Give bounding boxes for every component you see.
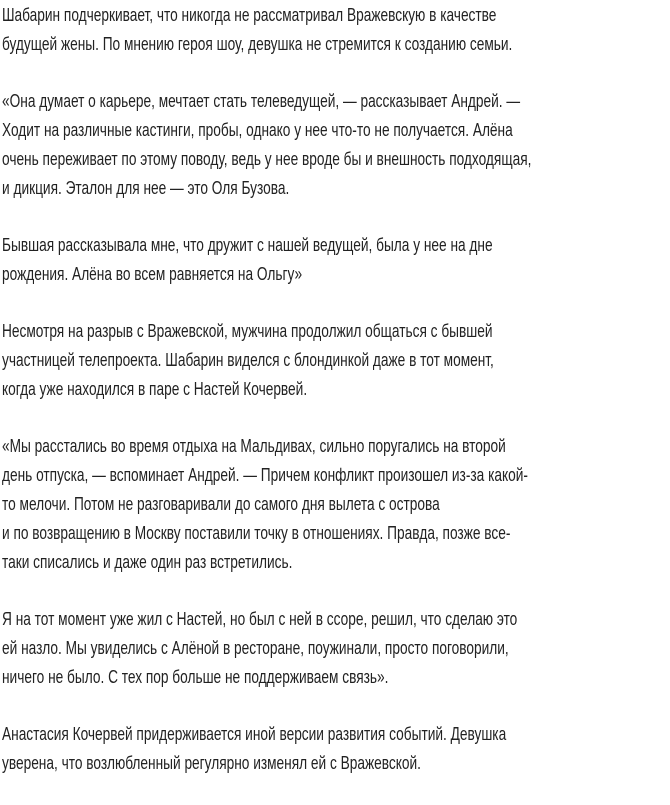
text-line: когда уже находился в паре с Настей Кочервей. (2, 378, 308, 399)
paragraph-5-quote (2, 431, 668, 576)
paragraph-7 (2, 719, 668, 777)
text-line: ей назло. Мы увиделись с Алёной в ресторане, поужинали, просто поговорили, (2, 637, 509, 658)
text-line: рождения. Алёна во всем равняется на Ольгу» (2, 263, 303, 284)
text-line: день отпуска, — вспоминает Андрей. — Причем конфликт произошел из-за какой- (2, 464, 528, 485)
text-line: «Она думает о карьере, мечтает стать телеведущей, — рассказывает Андрей. — (2, 90, 521, 111)
text-line: Несмотря на разрыв с Вражевской, мужчина продолжил общаться с бывшей (2, 320, 493, 341)
article-body (2, 0, 668, 805)
text-line: очень переживает по этому поводу, ведь у нее вроде бы и внешность подходящая, (2, 148, 532, 169)
text-line: Анастасия Кочервей придерживается иной версии развития событий. Девушка (2, 723, 507, 744)
text-line: таки списались и даже один раз встретились. (2, 551, 293, 572)
text-line: и дикция. Эталон для нее — это Оля Бузова. (2, 177, 290, 198)
text-line: и по возвращению в Москву поставили точку в отношениях. Правда, позже все- (2, 522, 511, 543)
paragraph-2-quote (2, 86, 668, 202)
text-line: Я на тот момент уже жил с Настей, но был с ней в ссоре, решил, что сделаю это (2, 608, 518, 629)
paragraph-1 (2, 0, 668, 58)
text-line: Бывшая рассказывала мне, что дружит с нашей ведущей, была у нее на дне (2, 234, 493, 255)
text-line: уверена, что возлюбленный регулярно изменял ей с Вражевской. (2, 752, 421, 773)
paragraph-6-quote (2, 604, 668, 691)
text-line: Шабарин подчеркивает, что никогда не рассматривал Вражевскую в качестве (2, 4, 497, 25)
paragraph-4 (2, 316, 668, 403)
text-line: будущей жены. По мнению героя шоу, девушка не стремится к созданию семьи. (2, 33, 513, 54)
text-line: «Мы расстались во время отдыха на Мальдивах, сильно поругались на второй (2, 435, 506, 456)
text-line: участницей телепроекта. Шабарин виделся с блондинкой даже в тот момент, (2, 349, 494, 370)
paragraph-3-quote (2, 230, 668, 288)
text-line: то мелочи. Потом не разговаривали до самого дня вылета с острова (2, 493, 440, 514)
text-line: ничего не было. С тех пор больше не поддерживаем связь». (2, 666, 389, 687)
text-line: Ходит на различные кастинги, пробы, однако у нее что-то не получается. Алёна (2, 119, 513, 140)
